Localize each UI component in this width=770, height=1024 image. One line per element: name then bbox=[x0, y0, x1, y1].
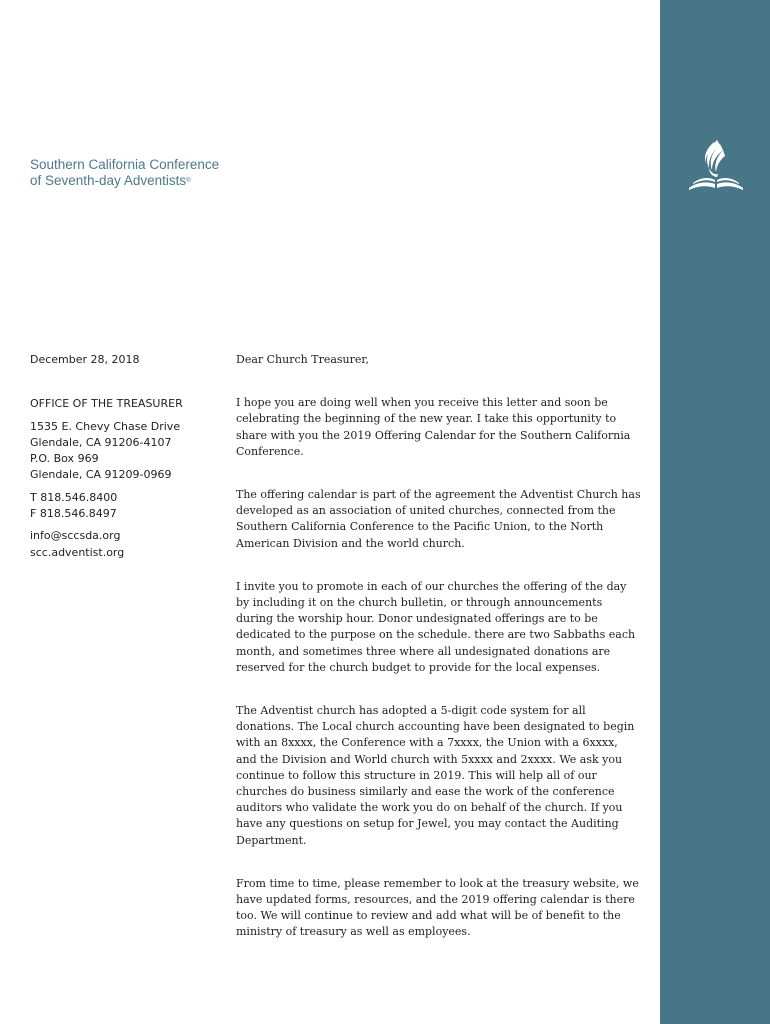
online-contact bbox=[30, 528, 220, 561]
trademark-mark: ® bbox=[186, 178, 191, 184]
address-line: Glendale, CA 91209-0969 bbox=[30, 468, 172, 482]
website-url: scc.adventist.org bbox=[30, 545, 125, 559]
letter-paragraph-4: The Adventist church has adopted a 5-digit code system for all donations. The Local church accounting have been designated to begin with an 8xxxx, the Conference with a 7xxxx, the Union with a 6xxxx, and the Division and World church with 5xxxx and 2xxxx. We ask you continue to follow this structure in 2019. This will help all of our churches do business similarly and ease the work of the conference auditors who validate the work you do on behalf of the church. If you have any questions on setup for Jewel, you may contact the Auditing Department. bbox=[236, 704, 635, 847]
letterhead-contact-column bbox=[30, 352, 220, 567]
fax-number: F 818.546.8497 bbox=[30, 507, 117, 521]
letter-body bbox=[236, 352, 641, 941]
phone-fax bbox=[30, 490, 220, 523]
office-title: OFFICE OF THE TREASURER bbox=[30, 397, 183, 411]
letter-paragraph-3: I invite you to promote in each of our churches the offering of the day by including it on the church bulletin, or through announcements during the worship hour. Donor undesignated offerings are to be dedicated to the purpose on the schedule. there are two Sabbaths each month, and sometimes three where all undesignated donations are reserved for the church budget to provide for the local expenses. bbox=[236, 579, 636, 674]
letter-date: December 28, 2018 bbox=[30, 353, 140, 366]
salutation: Dear Church Treasurer, bbox=[236, 353, 369, 366]
phone-number: T 818.546.8400 bbox=[30, 490, 118, 504]
adventist-flame-book-icon bbox=[687, 138, 745, 192]
mailing-address bbox=[30, 419, 220, 484]
letter-paragraph-5: From time to time, please remember to look at the treasury website, we have updated forms, resources, and the 2019 offering calendar is there too. We will continue to review and add what will be of benefit to the ministry of treasury as well as employees. bbox=[236, 876, 639, 939]
address-line: 1535 E. Chevy Chase Drive bbox=[30, 419, 181, 433]
letter-paragraph-1: I hope you are doing well when you receive this letter and soon be celebrating the beginning of the new year. I take this opportunity to share with you the 2019 Offering Calendar for the Southern California Conference. bbox=[236, 396, 631, 458]
email-address: info@sccsda.org bbox=[30, 529, 121, 543]
address-line: Glendale, CA 91206-4107 bbox=[30, 435, 172, 449]
organization-name bbox=[30, 157, 219, 189]
letter-paragraph-2: The offering calendar is part of the agreement the Adventist Church has developed as an association of united churches, connected from the Southern California Conference to the Pacific Union, to the North American Division and the world church. bbox=[236, 488, 641, 550]
org-name-line-1: Southern California Conference bbox=[30, 157, 220, 172]
org-name-line-2: of Seventh-day Adventists® bbox=[30, 173, 191, 188]
office-block bbox=[30, 396, 220, 412]
address-line: P.O. Box 969 bbox=[30, 452, 99, 466]
